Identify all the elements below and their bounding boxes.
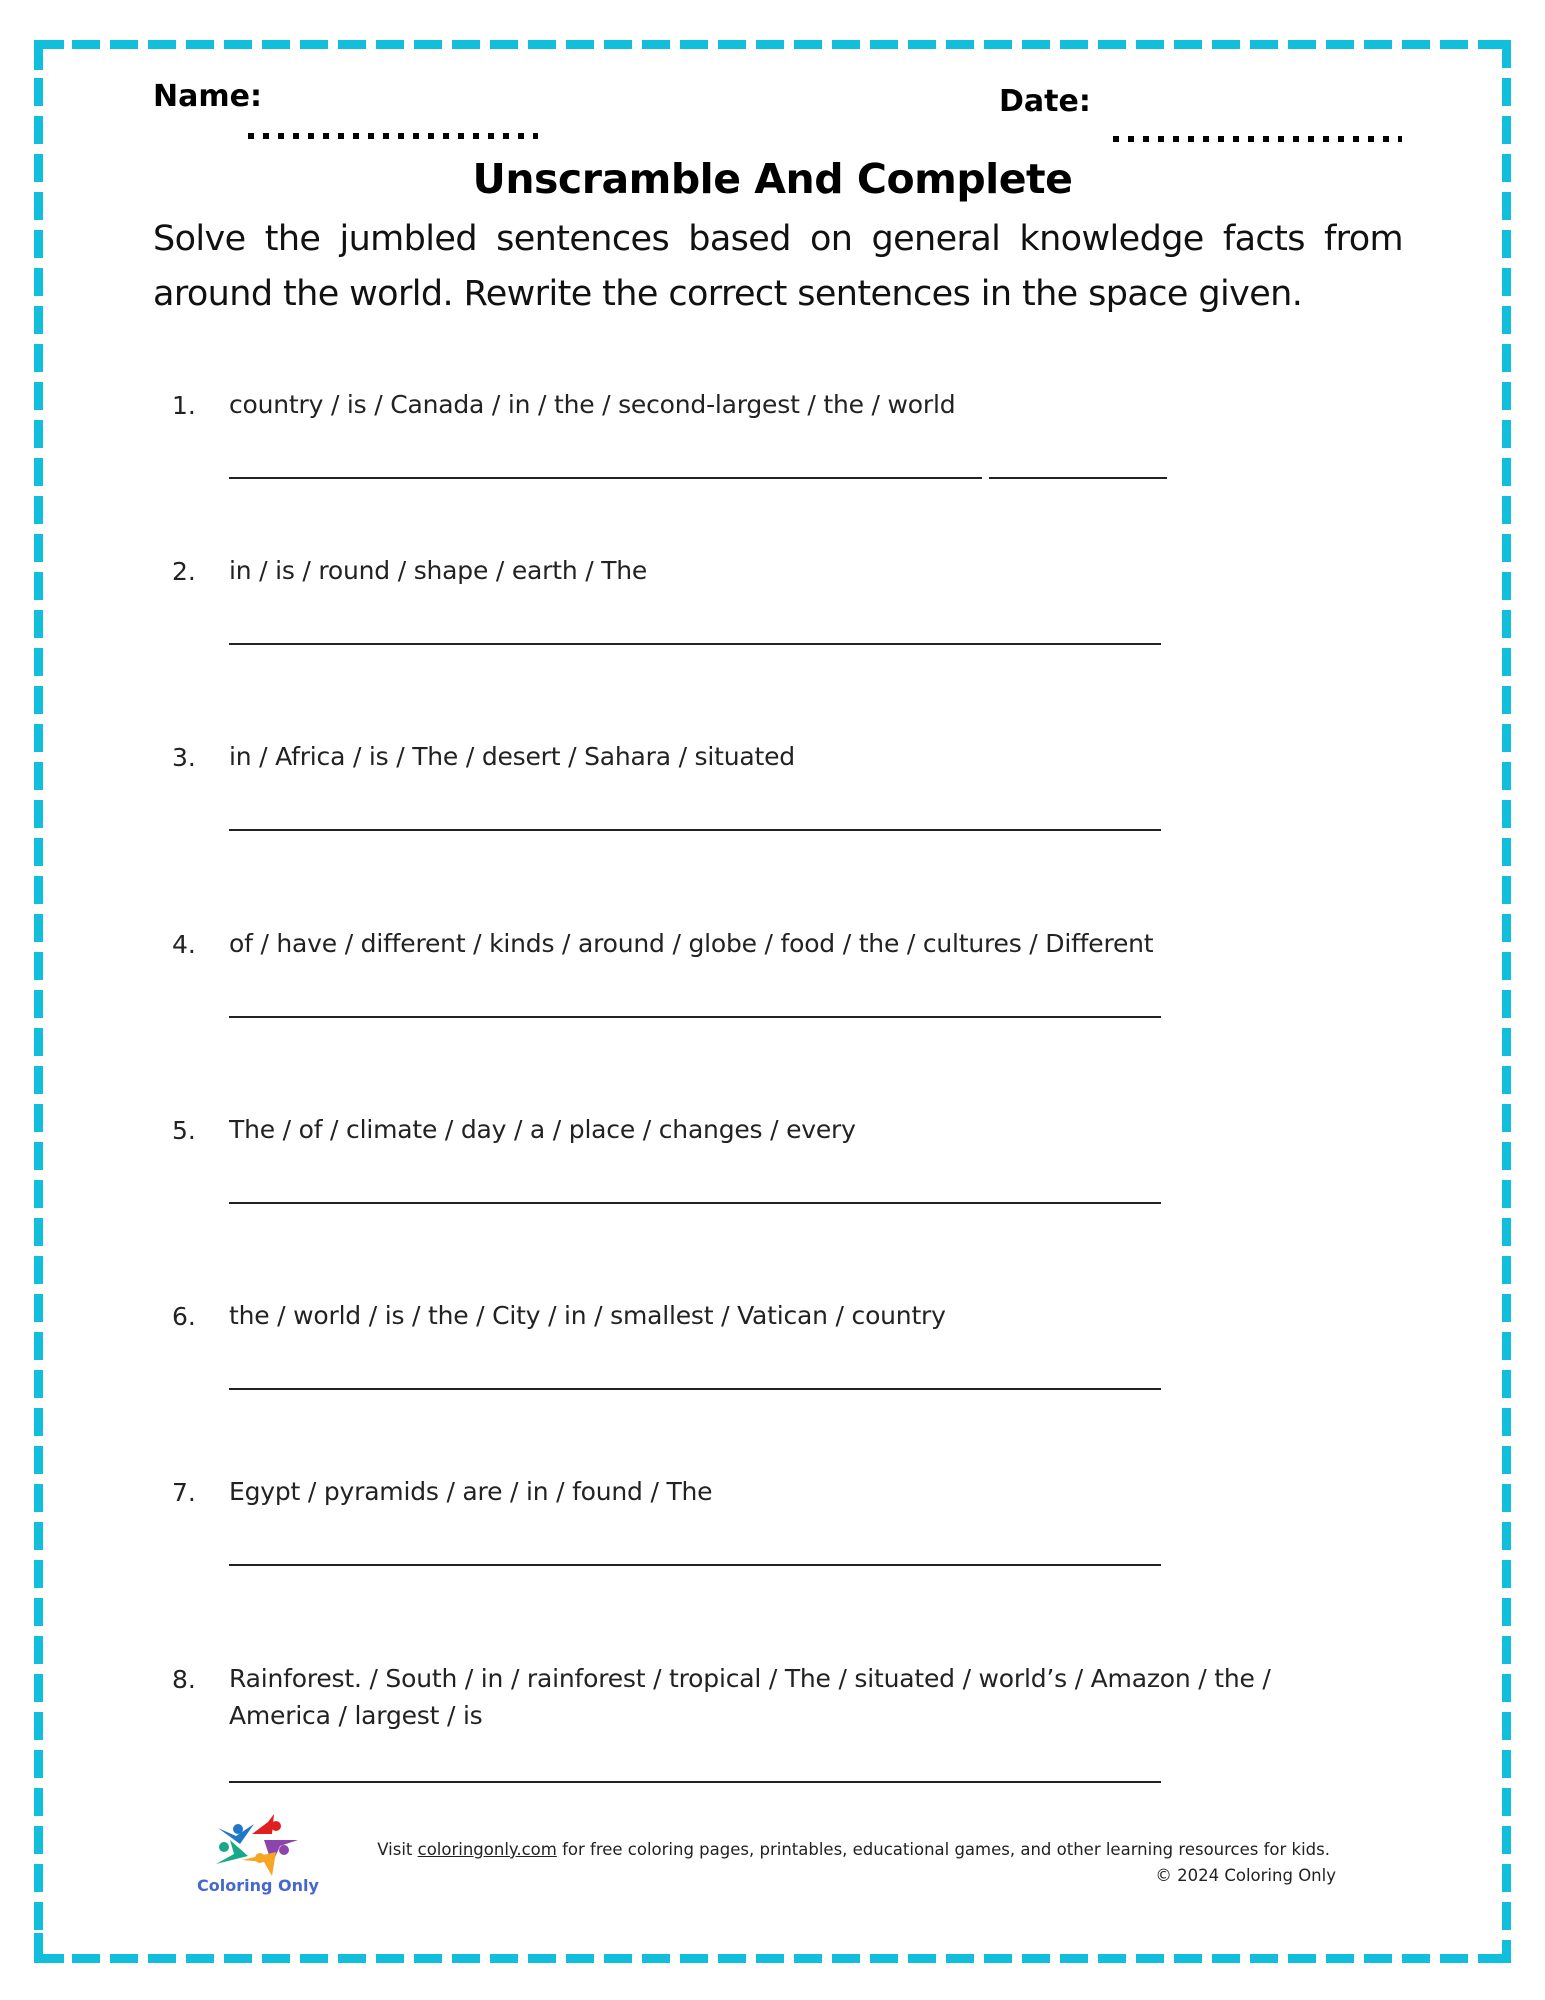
question-number: 8. (172, 1665, 196, 1694)
date-field-line[interactable] (1113, 136, 1402, 142)
answer-line[interactable] (229, 643, 1161, 645)
question-number: 4. (172, 930, 196, 959)
scrambled-sentence: in / Africa / is / The / desert / Sahara / situated (229, 742, 795, 771)
logo-text: Coloring Only (197, 1876, 319, 1895)
footer-copyright: © 2024 Coloring Only (1155, 1866, 1336, 1885)
question-number: 5. (172, 1116, 196, 1145)
footer-visit-suffix: for free coloring pages, printables, educational games, and other learning resources for kids. (562, 1840, 1330, 1859)
question-number: 6. (172, 1302, 196, 1331)
answer-line[interactable] (229, 1781, 1161, 1783)
scrambled-sentence: of / have / different / kinds / around / globe / food / the / cultures / Different (229, 929, 1154, 958)
footer-website-link[interactable]: coloringonly.com (417, 1840, 557, 1859)
page-border-right (1502, 40, 1511, 1963)
name-field-line[interactable] (248, 133, 538, 139)
page-border-top (34, 40, 1511, 49)
coloring-only-logo (214, 1814, 304, 1876)
instructions-text: Solve the jumbled sentences based on general knowledge facts from around the world. Rewrite the correct sentences in the space given. (153, 219, 1403, 314)
answer-line[interactable] (229, 1202, 1161, 1204)
question-number: 7. (172, 1478, 196, 1507)
page-border-bottom (34, 1954, 1511, 1963)
answer-line[interactable] (229, 1016, 1161, 1018)
answer-line[interactable] (989, 477, 1167, 479)
scrambled-sentence: The / of / climate / day / a / place / changes / every (229, 1115, 856, 1144)
border-corner (34, 1933, 43, 1963)
answer-line[interactable] (229, 1388, 1161, 1390)
footer-visit-prefix: Visit (377, 1840, 413, 1859)
logo-figures-icon (214, 1814, 304, 1876)
answer-line[interactable] (229, 1564, 1161, 1566)
worksheet-title: Unscramble And Complete (472, 155, 1073, 203)
scrambled-sentence: Egypt / pyramids / are / in / found / The (229, 1477, 713, 1506)
border-corner (34, 40, 43, 70)
date-label: Date: (999, 84, 1091, 119)
scrambled-sentence: the / world / is / the / City / in / smallest / Vatican / country (229, 1301, 946, 1330)
name-label: Name: (153, 79, 262, 114)
question-number: 2. (172, 557, 196, 586)
page-border-left (34, 40, 43, 1963)
answer-line[interactable] (229, 829, 1161, 831)
scrambled-sentence: Rainforest. / South / in / rainforest / tropical / The / situated / world’s / Amazon / the / America / largest / is (229, 1664, 1271, 1730)
answer-line[interactable] (229, 477, 982, 479)
question-number: 3. (172, 743, 196, 772)
question-number: 1. (172, 391, 196, 420)
scrambled-sentence: country / is / Canada / in / the / second-largest / the / world (229, 390, 956, 419)
footer-visit-line (348, 1842, 1330, 1859)
scrambled-sentence: in / is / round / shape / earth / The (229, 556, 648, 585)
